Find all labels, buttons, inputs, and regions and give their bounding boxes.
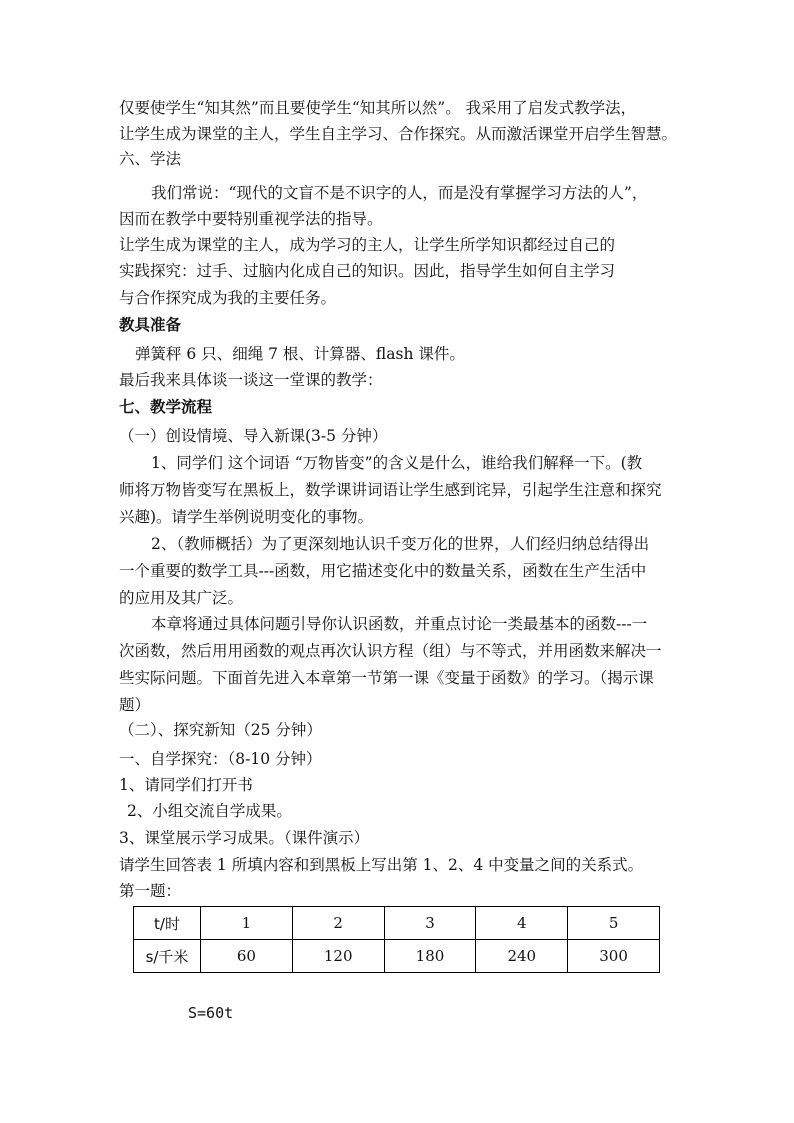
table-cell: 120 <box>292 940 384 973</box>
paragraph-line: 的应用及其广泛。 <box>119 589 244 607</box>
paragraph-line: 因而在教学中要特别重视学法的指导。 <box>119 210 383 228</box>
paragraph-line: 些实际问题。下面首先进入本章第一节第一课《变量于函数》的学习。（揭示课 <box>119 669 654 687</box>
table-cell: 5 <box>568 907 660 940</box>
table-row <box>134 940 660 973</box>
subsection-heading: （一）创设情境、导入新课(3-5 分钟） <box>119 427 388 445</box>
subsection-heading: （二）、探究新知（25 分钟） <box>119 721 322 739</box>
subsection-heading: 一、自学探究：（8-10 分钟） <box>119 750 322 768</box>
paragraph-line: 让学生成为课堂的主人，学生自主学习、合作探究。从而激活课堂开启学生智慧。 <box>119 125 678 143</box>
section-heading: 六、学法 <box>119 150 182 168</box>
paragraph-line: 一个重要的数学工具---函数，用它描述变化中的数量关系，函数在生产生活中 <box>119 562 647 580</box>
section-heading: 教具准备 <box>119 316 182 334</box>
table-cell: 300 <box>568 940 660 973</box>
table-cell: 1 <box>201 907 293 940</box>
table-row <box>134 907 660 940</box>
table-cell: 180 <box>384 940 476 973</box>
paragraph-line: 我们常说：“现代的文盲不是不识字的人，而是没有掌握学习方法的人”， <box>151 184 648 202</box>
table-cell: 240 <box>476 940 568 973</box>
table-row-label: t/时 <box>134 907 201 940</box>
list-item: 2、小组交流自学成果。 <box>127 802 292 820</box>
paragraph-line: 次函数，然后用用函数的观点再次认识方程（组）与不等式，并用函数来解决一 <box>119 642 662 660</box>
formula: S=60t <box>188 1004 234 1022</box>
table-cell: 60 <box>201 940 293 973</box>
paragraph-line: 仅要使学生“知其然”而且要使学生“知其所以然”。 我采用了启发式教学法， <box>119 99 637 117</box>
paragraph-line: 最后我来具体谈一谈这一堂课的教学： <box>119 371 383 389</box>
paragraph-line: 题） <box>119 696 151 714</box>
paragraph-line: 让学生成为课堂的主人，成为学习的主人，让学生所学知识都经过自己的 <box>119 236 616 254</box>
table-cell: 4 <box>476 907 568 940</box>
paragraph-line: 兴趣)。请学生举例说明变化的事物。 <box>119 508 374 526</box>
paragraph-line: 2、（教师概括）为了更深刻地认识千变万化的世界，人们经归纳总结得出 <box>151 535 650 553</box>
data-table <box>133 906 660 973</box>
table-row-label: s/千米 <box>134 940 201 973</box>
list-item: 3、课堂展示学习成果。（课件演示） <box>119 829 370 847</box>
table-cell: 2 <box>292 907 384 940</box>
paragraph-line: 弹簧秤 6 只、细绳 7 根、计算器、flash 课件。 <box>135 345 465 363</box>
paragraph-line: 与合作探究成为我的主要任务。 <box>119 289 337 307</box>
paragraph-line: 本章将通过具体问题引导你认识函数，并重点讨论一类最基本的函数---一 <box>151 615 648 633</box>
section-heading: 七、教学流程 <box>119 398 213 416</box>
paragraph-line: 师将万物皆变写在黑板上，数学课讲词语让学生感到诧异，引起学生注意和探究 <box>119 481 662 499</box>
paragraph-line: 请学生回答表 1 所填内容和到黑板上写出第 1、2、4 中变量之间的关系式。 <box>119 856 644 874</box>
paragraph-line: 1、同学们 这个词语 “万物皆变”的含义是什么，谁给我们解释一下。(教 <box>151 454 643 472</box>
paragraph-line: 第一题： <box>119 882 182 900</box>
table-cell: 3 <box>384 907 476 940</box>
paragraph-line: 实践探究：过手、过脑内化成自己的知识。因此，指导学生如何自主学习 <box>119 262 616 280</box>
list-item: 1、请同学们打开书 <box>119 776 253 794</box>
